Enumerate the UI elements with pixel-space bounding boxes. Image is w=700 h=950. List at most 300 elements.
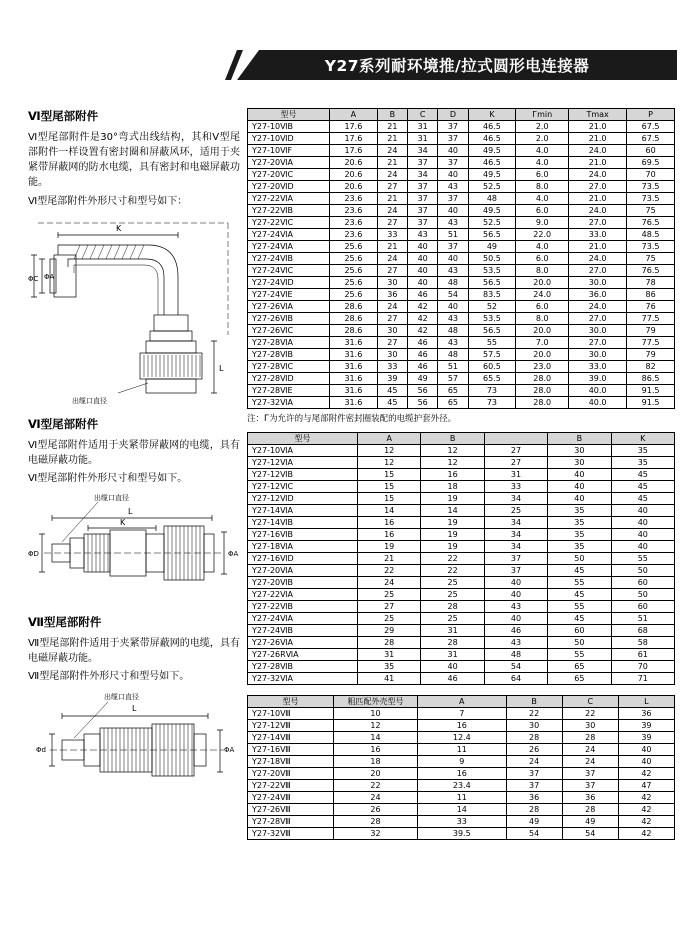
- table-vii-cell: 50: [548, 553, 611, 565]
- table-vii-cell: Y27-26RⅥA: [248, 649, 358, 661]
- table-vi-cell: 28.6: [330, 313, 378, 325]
- table-vi-cell: 28.0: [516, 373, 569, 385]
- table-viii-cell: 40: [618, 744, 674, 756]
- table-vii-cell: 61: [611, 649, 674, 661]
- table-vii-cell: 28: [358, 637, 421, 649]
- table-row: [248, 265, 675, 277]
- table-vi-cell: Y27-20ⅥA: [248, 157, 330, 169]
- table-viii-cell: Y27-10Ⅷ: [248, 708, 334, 720]
- table-viii-cell: 18: [334, 756, 418, 768]
- table-vi-cell: 56: [408, 397, 438, 409]
- table-vii-body: [248, 445, 675, 685]
- table-viii-cell: 54: [506, 828, 562, 840]
- table-vi-cell: 43: [438, 265, 468, 277]
- table-vii-cell: 54: [484, 661, 547, 673]
- table-viii-cell: Y27-24Ⅷ: [248, 792, 334, 804]
- table-viii-cell: Y27-22Ⅷ: [248, 780, 334, 792]
- table-vii-cell: 30: [548, 445, 611, 457]
- table-row: [248, 121, 675, 133]
- table-vi-cell: 91.5: [627, 397, 675, 409]
- table-vi-cell: 37: [438, 133, 468, 145]
- table-viii-cell: 30: [506, 720, 562, 732]
- table-vi-cell: 49.5: [468, 169, 516, 181]
- table-vii-cell: 16: [421, 469, 484, 481]
- table-vi-cell: 30.0: [569, 349, 627, 361]
- table-vi-cell: 40: [438, 169, 468, 181]
- table-vi-th-3: C: [408, 109, 438, 121]
- table-vi-cell: Y27-22ⅥA: [248, 193, 330, 205]
- table-vii-cell: 40: [548, 493, 611, 505]
- table-vi-cell: 17.6: [330, 121, 378, 133]
- figure-vii-label-L: L: [132, 704, 137, 713]
- figure-vii-label-outlet: 出缆口直径: [104, 693, 139, 701]
- table-viii-cell: 36: [562, 792, 618, 804]
- table-vii-cell: 51: [611, 613, 674, 625]
- table-vi: [247, 108, 675, 409]
- table-vi-cell: 31.6: [330, 373, 378, 385]
- table-viii-cell: Y27-16Ⅷ: [248, 744, 334, 756]
- table-viii-cell: 28: [506, 804, 562, 816]
- table-vi-cell: 6.0: [516, 301, 569, 313]
- table-vi-cell: 27.0: [569, 181, 627, 193]
- table-vi-cell: 27.0: [569, 337, 627, 349]
- table-vi-cell: 73.5: [627, 193, 675, 205]
- table-row: [248, 277, 675, 289]
- table-vi-cell: 53.5: [468, 265, 516, 277]
- table-vi-cell: 24: [377, 145, 407, 157]
- table-vii-cell: 43: [484, 637, 547, 649]
- table-viii-cell: 36: [618, 708, 674, 720]
- table-row: [248, 241, 675, 253]
- table-row: [248, 373, 675, 385]
- table-vi-cell: 48: [438, 325, 468, 337]
- table-vii-head: [248, 433, 675, 445]
- table-viii-cell: 42: [618, 816, 674, 828]
- table-viii-cell: 49: [562, 816, 618, 828]
- table-vi-cell: 24.0: [569, 253, 627, 265]
- table-row: [248, 708, 675, 720]
- section-vi2-paragraph-1: Ⅵ型尾部附件适用于夹紧带屏蔽网的电缆，具有电磁屏蔽功能。: [28, 440, 240, 466]
- table-vi-cell: 37: [438, 241, 468, 253]
- figure-vi2-label-L: L: [128, 507, 133, 516]
- table-viii-cell: 12: [334, 720, 418, 732]
- table-vii-cell: 40: [484, 577, 547, 589]
- table-vi-cell: 23.6: [330, 217, 378, 229]
- table-vi-cell: 27.0: [569, 313, 627, 325]
- table-vi-cell: 21.0: [569, 241, 627, 253]
- table-vi-cell: 31: [408, 121, 438, 133]
- table-viii-cell: 47: [618, 780, 674, 792]
- figure-vi2-label-A: ΦA: [228, 550, 239, 558]
- table-row: [248, 577, 675, 589]
- table-viii-cell: Y27-32Ⅷ: [248, 828, 334, 840]
- table-vii-cell: 22: [358, 565, 421, 577]
- table-row: [248, 397, 675, 409]
- table-vi-cell: 43: [438, 313, 468, 325]
- table-viii-cell: 42: [618, 828, 674, 840]
- table-viii-cell: Y27-18Ⅷ: [248, 756, 334, 768]
- table-vi-cell: 79: [627, 325, 675, 337]
- table-vi-cell: 46.5: [468, 121, 516, 133]
- table-vii-th-4: B: [548, 433, 611, 445]
- table-viii-cell: 28: [506, 732, 562, 744]
- section-vi2-heading: Ⅵ型尾部附件: [28, 417, 99, 431]
- table-vi-cell: 30.0: [569, 277, 627, 289]
- table-vi-cell: 27.0: [569, 217, 627, 229]
- table-vi-cell: 39.0: [569, 373, 627, 385]
- figure-vi-label-L: L: [219, 364, 224, 373]
- table-vii-cell: 22: [421, 553, 484, 565]
- figure-vi-svg: [28, 215, 240, 410]
- table-vi-cell: 77.5: [627, 337, 675, 349]
- table-row: [248, 217, 675, 229]
- table-vii-cell: 50: [548, 637, 611, 649]
- section-vi-paragraph-1: Ⅵ型尾部附件是30°弯式出线结构，其和Ⅴ型尾部附件一样设置有密封圈和屏蔽风环，适用于夹紧带屏蔽网的防水电缆，具有密封和电磁屏蔽功能。: [28, 132, 240, 188]
- table-vii-cell: 25: [358, 589, 421, 601]
- table-vi-cell: Y27-24ⅥC: [248, 265, 330, 277]
- table-vii-cell: 37: [484, 565, 547, 577]
- table-vi-cell: 23.0: [516, 361, 569, 373]
- table-viii-cell: 39: [618, 732, 674, 744]
- table-vi-cell: 78: [627, 277, 675, 289]
- table-viii-cell: Y27-20Ⅷ: [248, 768, 334, 780]
- table-vii-cell: Y27-20ⅥA: [248, 565, 358, 577]
- table-vii-cell: 45: [548, 613, 611, 625]
- table-vi-cell: 28.0: [516, 385, 569, 397]
- table-vii-cell: 15: [358, 469, 421, 481]
- table-vi-note: 注：Г为允许的与尾部附件密封圈装配的电缆护套外径。: [247, 414, 457, 424]
- table-vii-cell: 55: [611, 553, 674, 565]
- table-vii-cell: Y27-16ⅥD: [248, 553, 358, 565]
- table-vi-th-8: P: [627, 109, 675, 121]
- table-row: [248, 517, 675, 529]
- table-vi-cell: 91.5: [627, 385, 675, 397]
- section-vii-paragraph-1: Ⅶ型尾部附件适用于夹紧带屏蔽网的电缆，具有电磁屏蔽功能。: [28, 638, 240, 664]
- table-vi-cell: 20.6: [330, 157, 378, 169]
- table-vi-cell: 31.6: [330, 385, 378, 397]
- table-vii-cell: Y27-14ⅥB: [248, 517, 358, 529]
- table-viii-cell: 37: [562, 780, 618, 792]
- table-vi-cell: 70: [627, 169, 675, 181]
- table-vi-cell: 67.5: [627, 121, 675, 133]
- table-vi-cell: 40: [408, 253, 438, 265]
- table-vi-cell: 20.0: [516, 325, 569, 337]
- table-vi-cell: 33.0: [569, 229, 627, 241]
- figure-vi-label-outlet: 出缆口直径: [72, 397, 107, 405]
- table-vi-cell: 8.0: [516, 181, 569, 193]
- table-vi-cell: Y27-20ⅥC: [248, 169, 330, 181]
- table-row: [248, 601, 675, 613]
- table-vi-cell: 37: [438, 121, 468, 133]
- table-row: [248, 816, 675, 828]
- table-vi-cell: 52: [468, 301, 516, 313]
- table-vii-cell: Y27-16ⅥB: [248, 529, 358, 541]
- table-vii-cell: 25: [358, 613, 421, 625]
- table-vi-cell: 83.5: [468, 289, 516, 301]
- table-vi-cell: 43: [438, 217, 468, 229]
- table-vii-cell: 40: [611, 541, 674, 553]
- table-vii-cell: 35: [548, 505, 611, 517]
- table-vi-cell: 37: [408, 193, 438, 205]
- figure-vii-label-d: Φd: [36, 746, 46, 754]
- table-vi-cell: Y27-26ⅥC: [248, 325, 330, 337]
- table-vi-th-6: Гmin: [516, 109, 569, 121]
- table-vi-cell: 43: [408, 229, 438, 241]
- table-vi-cell: Y27-26ⅥA: [248, 301, 330, 313]
- table-vi-cell: Y27-22ⅥB: [248, 205, 330, 217]
- table-vii-cell: 12: [421, 445, 484, 457]
- table-vi-cell: 21: [377, 133, 407, 145]
- table-vi-cell: Y27-28ⅥD: [248, 373, 330, 385]
- table-vi-cell: 28.0: [516, 397, 569, 409]
- table-vii-cell: Y27-12ⅥC: [248, 481, 358, 493]
- table-viii-cell: 37: [506, 768, 562, 780]
- table-viii-cell: 11: [418, 744, 507, 756]
- table-vi-cell: 31.6: [330, 397, 378, 409]
- table-vi-cell: 17.6: [330, 133, 378, 145]
- table-vi-header-row: [248, 109, 675, 121]
- table-vi-cell: 67.5: [627, 133, 675, 145]
- table-viii-head: [248, 696, 675, 708]
- table-vi-cell: Y27-28ⅥC: [248, 361, 330, 373]
- table-vi-cell: 4.0: [516, 157, 569, 169]
- table-viii-cell: 28: [562, 804, 618, 816]
- table-viii-cell: 7: [418, 708, 507, 720]
- section-vii: [28, 614, 240, 684]
- table-vi-cell: 40: [408, 277, 438, 289]
- table-vi-cell: 20.6: [330, 181, 378, 193]
- table-vii-th-1: A: [358, 433, 421, 445]
- table-vi-cell: 46: [408, 337, 438, 349]
- table-viii-cell: 49: [506, 816, 562, 828]
- table-vii-cell: 58: [611, 637, 674, 649]
- figure-vi2-label-D: ΦD: [28, 550, 39, 558]
- table-vii-cell: 22: [421, 565, 484, 577]
- table-vi-cell: 4.0: [516, 193, 569, 205]
- table-vi-cell: 23.6: [330, 229, 378, 241]
- table-vi-cell: 24.0: [569, 205, 627, 217]
- table-viii-cell: Y27-26Ⅷ: [248, 804, 334, 816]
- table-vii-cell: 31: [484, 469, 547, 481]
- figure-vii-label-A: ΦA: [224, 746, 235, 754]
- figure-vii-svg: [28, 690, 240, 800]
- table-vi-cell: 25.6: [330, 253, 378, 265]
- table-vi-head: [248, 109, 675, 121]
- table-vi-cell: 2.0: [516, 133, 569, 145]
- table-vii-cell: Y27-26ⅥA: [248, 637, 358, 649]
- table-row: [248, 493, 675, 505]
- table-vi-cell: 54: [438, 289, 468, 301]
- table-row: [248, 181, 675, 193]
- table-viii-cell: 9: [418, 756, 507, 768]
- figure-vi2-label-outlet: 出缆口直径: [94, 494, 129, 502]
- table-vii-cell: 27: [358, 601, 421, 613]
- table-vi-cell: 30.0: [569, 325, 627, 337]
- table-row: [248, 613, 675, 625]
- table-vi-cell: 27: [377, 181, 407, 193]
- table-viii-header-row: [248, 696, 675, 708]
- table-vii-cell: 40: [421, 661, 484, 673]
- table-vii-cell: Y27-10ⅥA: [248, 445, 358, 457]
- table-vi-cell: 73: [468, 385, 516, 397]
- table-vii-cell: 70: [611, 661, 674, 673]
- table-row: [248, 361, 675, 373]
- table-vi-cell: 37: [408, 181, 438, 193]
- table-vi-cell: 25.6: [330, 265, 378, 277]
- table-row: [248, 589, 675, 601]
- table-vi-cell: 30: [377, 325, 407, 337]
- table-vi-cell: 4.0: [516, 145, 569, 157]
- table-vi-cell: 24.0: [569, 301, 627, 313]
- table-viii-cell: 24: [562, 756, 618, 768]
- table-viii-cell: 16: [334, 744, 418, 756]
- table-vi-cell: 52.5: [468, 217, 516, 229]
- table-vii-header-row: [248, 433, 675, 445]
- table-vi-cell: 31: [408, 133, 438, 145]
- table-vii-cell: 55: [548, 649, 611, 661]
- table-vii-cell: 40: [611, 517, 674, 529]
- table-vi-cell: 21.0: [569, 133, 627, 145]
- table-viii-cell: 22: [506, 708, 562, 720]
- table-viii-cell: 28: [334, 816, 418, 828]
- table-viii-body: [248, 708, 675, 840]
- table-vi-cell: 6.0: [516, 169, 569, 181]
- table-vi-cell: 39: [377, 373, 407, 385]
- table-viii-cell: 36: [506, 792, 562, 804]
- table-vii-cell: 34: [484, 541, 547, 553]
- table-vi-cell: 21: [377, 241, 407, 253]
- section-vii-paragraph-2: Ⅶ型尾部附件外形尺寸和型号如下。: [28, 671, 190, 682]
- table-vi-cell: 43: [438, 337, 468, 349]
- table-vii-cell: 19: [421, 541, 484, 553]
- table-vi-cell: 36.0: [569, 289, 627, 301]
- table-vii-th-0: 型号: [248, 433, 358, 445]
- table-viii-cell: 28: [562, 732, 618, 744]
- table-vi-cell: Y27-24ⅥB: [248, 253, 330, 265]
- table-vi-cell: Y27-28ⅥA: [248, 337, 330, 349]
- table-vii-cell: 24: [358, 577, 421, 589]
- table-viii-cell: 33: [418, 816, 507, 828]
- figure-vi-label-K: K: [116, 224, 122, 233]
- section-vi-heading: Ⅵ型尾部附件: [28, 109, 99, 123]
- table-vi-cell: 30: [377, 277, 407, 289]
- table-vi-cell: 48: [438, 277, 468, 289]
- table-viii-cell: 11: [418, 792, 507, 804]
- table-vii-cell: 64: [484, 673, 547, 685]
- table-vii-cell: Y27-18ⅥA: [248, 541, 358, 553]
- table-vi-cell: 73.5: [627, 241, 675, 253]
- table-vi-cell: 23.6: [330, 193, 378, 205]
- table-vi-cell: 21: [377, 157, 407, 169]
- table-vi-cell: 9.0: [516, 217, 569, 229]
- table-vi-th-7: Tmax: [569, 109, 627, 121]
- table-vi-cell: 86.5: [627, 373, 675, 385]
- table-row: [248, 229, 675, 241]
- table-vi-cell: 27: [377, 337, 407, 349]
- table-vi-cell: 24: [377, 205, 407, 217]
- table-spacer: [247, 685, 675, 695]
- table-viii-cell: Y27-12Ⅷ: [248, 720, 334, 732]
- table-vi-cell: Y27-10ⅥD: [248, 133, 330, 145]
- table-vi-cell: 33: [377, 229, 407, 241]
- table-vii-cell: 60: [611, 577, 674, 589]
- table-viii-cell: 12.4: [418, 732, 507, 744]
- table-viii-cell: 39.5: [418, 828, 507, 840]
- table-vii-cell: 35: [611, 457, 674, 469]
- table-vi-cell: 40: [438, 205, 468, 217]
- table-vi-cell: 33.0: [569, 361, 627, 373]
- table-vi-cell: 51: [438, 361, 468, 373]
- table-vi-cell: 56.5: [468, 277, 516, 289]
- table-vi-cell: 50.5: [468, 253, 516, 265]
- table-vi-cell: 27.0: [569, 265, 627, 277]
- table-row: [248, 792, 675, 804]
- table-vi-cell: 46: [408, 289, 438, 301]
- table-vii-cell: 55: [548, 577, 611, 589]
- table-row: [248, 625, 675, 637]
- table-vi-cell: 53.5: [468, 313, 516, 325]
- table-vi-cell: 7.0: [516, 337, 569, 349]
- table-row: [248, 313, 675, 325]
- table-vi-cell: 20.0: [516, 277, 569, 289]
- table-viii-cell: 24: [562, 744, 618, 756]
- table-vii-cell: Y27-12ⅥA: [248, 457, 358, 469]
- table-row: [248, 325, 675, 337]
- table-row: [248, 169, 675, 181]
- table-vi-cell: 37: [408, 157, 438, 169]
- table-viii-cell: 40: [618, 756, 674, 768]
- table-vi-cell: 24: [377, 169, 407, 181]
- table-vi-cell: 49.5: [468, 145, 516, 157]
- table-row: [248, 205, 675, 217]
- table-vii-cell: 14: [421, 505, 484, 517]
- table-vi-cell: 8.0: [516, 265, 569, 277]
- table-vi-cell: 27: [377, 265, 407, 277]
- table-vii-cell: 55: [548, 601, 611, 613]
- table-vii-cell: 16: [358, 517, 421, 529]
- table-viii-cell: 42: [618, 768, 674, 780]
- table-row: [248, 756, 675, 768]
- table-vii-th-5: K: [611, 433, 674, 445]
- figure-vi2-drawing: [28, 492, 240, 612]
- table-viii-th-2: A: [418, 696, 507, 708]
- table-vii-cell: 35: [548, 541, 611, 553]
- table-vi-cell: 37: [438, 193, 468, 205]
- table-row: [248, 529, 675, 541]
- table-row: [248, 565, 675, 577]
- table-vi-cell: 27: [377, 217, 407, 229]
- table-row: [248, 337, 675, 349]
- table-vi-cell: 86: [627, 289, 675, 301]
- table-vi-cell: 77.5: [627, 313, 675, 325]
- table-vii-cell: 15: [358, 493, 421, 505]
- table-vii-th-2: B: [421, 433, 484, 445]
- table-vii-cell: 28: [421, 637, 484, 649]
- table-vi-cell: 55: [468, 337, 516, 349]
- table-vii-cell: 33: [484, 481, 547, 493]
- table-vi-cell: 28.6: [330, 325, 378, 337]
- table-row: [248, 457, 675, 469]
- table-vii-cell: 12: [421, 457, 484, 469]
- table-viii-cell: 26: [334, 804, 418, 816]
- table-vi-cell: 56.5: [468, 229, 516, 241]
- table-viii-cell: 54: [562, 828, 618, 840]
- table-vii-cell: 19: [421, 517, 484, 529]
- table-viii-cell: 37: [562, 768, 618, 780]
- table-vi-cell: 40.0: [569, 385, 627, 397]
- table-vii-cell: 60: [548, 625, 611, 637]
- table-vi-cell: 37: [438, 157, 468, 169]
